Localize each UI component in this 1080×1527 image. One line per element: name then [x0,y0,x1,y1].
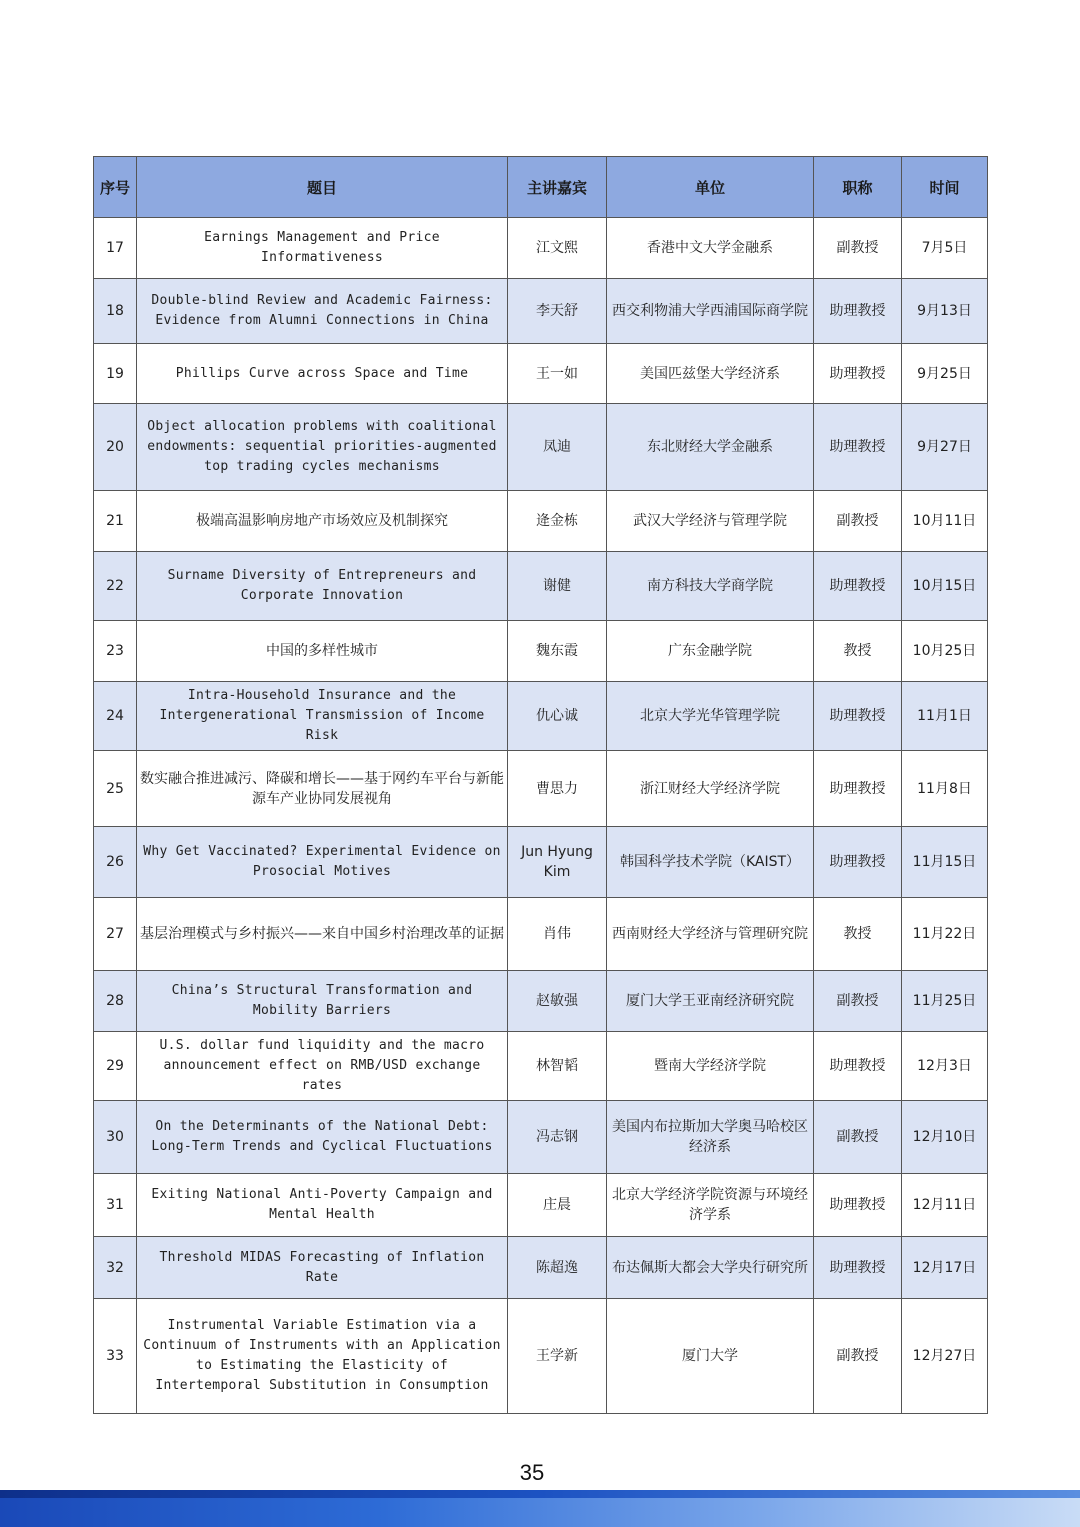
cell-date: 10月11日 [902,491,988,552]
cell-position: 助理教授 [814,404,902,491]
cell-speaker: 陈超逸 [508,1237,607,1299]
cell-date: 11月25日 [902,971,988,1032]
header-speaker: 主讲嘉宾 [508,157,607,218]
cell-title: Why Get Vaccinated? Experimental Evidence on Prosocial Motives [137,827,508,898]
cell-index: 20 [94,404,137,491]
cell-index: 27 [94,898,137,971]
cell-position: 助理教授 [814,1237,902,1299]
cell-position: 副教授 [814,1101,902,1174]
table-row [94,751,988,827]
cell-speaker: 凤迪 [508,404,607,491]
cell-date: 12月17日 [902,1237,988,1299]
cell-index: 30 [94,1101,137,1174]
cell-position: 助理教授 [814,682,902,751]
table-header-row [94,157,988,218]
cell-date: 12月27日 [902,1299,988,1414]
table-row [94,1299,988,1414]
table-row [94,218,988,279]
cell-affiliation: 厦门大学王亚南经济研究院 [607,971,814,1032]
cell-position: 助理教授 [814,1032,902,1101]
cell-date: 7月5日 [902,218,988,279]
cell-speaker: 王一如 [508,344,607,404]
table-row [94,404,988,491]
cell-title: On the Determinants of the National Debt: Long-Term Trends and Cyclical Fluctuations [137,1101,508,1174]
table-row [94,971,988,1032]
table-row [94,682,988,751]
seminar-schedule-table [93,156,988,1414]
cell-position: 副教授 [814,491,902,552]
footer-decorative-band [0,1490,1080,1527]
cell-affiliation: 厦门大学 [607,1299,814,1414]
table-row [94,898,988,971]
cell-index: 31 [94,1174,137,1237]
cell-affiliation: 布达佩斯大都会大学央行研究所 [607,1237,814,1299]
cell-title: 中国的多样性城市 [137,621,508,682]
cell-affiliation: 南方科技大学商学院 [607,552,814,621]
cell-speaker: 魏东霞 [508,621,607,682]
cell-index: 17 [94,218,137,279]
cell-title: China’s Structural Transformation and Mobility Barriers [137,971,508,1032]
cell-speaker: 李天舒 [508,279,607,344]
cell-title: Instrumental Variable Estimation via a Continuum of Instruments with an Application to Estimating the Elasticity of Intertemporal Substitution in Consumption [137,1299,508,1414]
cell-date: 12月3日 [902,1032,988,1101]
cell-index: 22 [94,552,137,621]
cell-index: 25 [94,751,137,827]
cell-speaker: 谢健 [508,552,607,621]
cell-date: 12月10日 [902,1101,988,1174]
cell-title: Threshold MIDAS Forecasting of Inflation Rate [137,1237,508,1299]
cell-position: 副教授 [814,218,902,279]
cell-affiliation: 北京大学光华管理学院 [607,682,814,751]
cell-position: 副教授 [814,1299,902,1414]
cell-speaker: 赵敏强 [508,971,607,1032]
header-position: 职称 [814,157,902,218]
cell-index: 33 [94,1299,137,1414]
cell-index: 29 [94,1032,137,1101]
header-date: 时间 [902,157,988,218]
table-row [94,552,988,621]
cell-speaker: 林智韬 [508,1032,607,1101]
page-number: 35 [519,1460,545,1485]
cell-date: 11月1日 [902,682,988,751]
cell-date: 9月27日 [902,404,988,491]
cell-title: Exiting National Anti-Poverty Campaign and Mental Health [137,1174,508,1237]
cell-speaker: Jun Hyung Kim [508,827,607,898]
cell-date: 10月25日 [902,621,988,682]
cell-position: 助理教授 [814,552,902,621]
cell-index: 32 [94,1237,137,1299]
cell-affiliation: 浙江财经大学经济学院 [607,751,814,827]
header-affiliation: 单位 [607,157,814,218]
cell-title: Intra-Household Insurance and the Intergenerational Transmission of Income Risk [137,682,508,751]
cell-index: 24 [94,682,137,751]
cell-position: 助理教授 [814,344,902,404]
cell-date: 12月11日 [902,1174,988,1237]
cell-affiliation: 香港中文大学金融系 [607,218,814,279]
cell-date: 11月22日 [902,898,988,971]
header-title: 题目 [137,157,508,218]
table-row [94,621,988,682]
cell-affiliation: 美国匹兹堡大学经济系 [607,344,814,404]
cell-speaker: 曹思力 [508,751,607,827]
cell-position: 助理教授 [814,279,902,344]
cell-index: 28 [94,971,137,1032]
table-row [94,279,988,344]
cell-speaker: 肖伟 [508,898,607,971]
table-row [94,1237,988,1299]
cell-position: 助理教授 [814,751,902,827]
cell-position: 教授 [814,621,902,682]
table-row [94,344,988,404]
cell-index: 19 [94,344,137,404]
cell-affiliation: 暨南大学经济学院 [607,1032,814,1101]
cell-title: U.S. dollar fund liquidity and the macro announcement effect on RMB/USD exchange rates [137,1032,508,1101]
cell-speaker: 冯志钢 [508,1101,607,1174]
table-row [94,1174,988,1237]
cell-speaker: 逄金栋 [508,491,607,552]
cell-index: 26 [94,827,137,898]
cell-speaker: 庄晨 [508,1174,607,1237]
cell-date: 9月25日 [902,344,988,404]
cell-title: Double-blind Review and Academic Fairness: Evidence from Alumni Connections in China [137,279,508,344]
cell-speaker: 仇心诚 [508,682,607,751]
cell-index: 21 [94,491,137,552]
cell-position: 助理教授 [814,1174,902,1237]
cell-affiliation: 韩国科学技术学院（KAIST） [607,827,814,898]
cell-title: 数实融合推进减污、降碳和增长——基于网约车平台与新能源车产业协同发展视角 [137,751,508,827]
cell-affiliation: 西交利物浦大学西浦国际商学院 [607,279,814,344]
cell-title: Object allocation problems with coalitional endowments: sequential priorities-augmented top trading cycles mechanisms [137,404,508,491]
cell-title: Surname Diversity of Entrepreneurs and Corporate Innovation [137,552,508,621]
cell-affiliation: 美国内布拉斯加大学奥马哈校区经济系 [607,1101,814,1174]
table-row [94,1101,988,1174]
cell-index: 18 [94,279,137,344]
cell-affiliation: 武汉大学经济与管理学院 [607,491,814,552]
header-index: 序号 [94,157,137,218]
cell-position: 教授 [814,898,902,971]
table-row [94,491,988,552]
cell-speaker: 江文熙 [508,218,607,279]
cell-date: 9月13日 [902,279,988,344]
table-row [94,1032,988,1101]
cell-position: 助理教授 [814,827,902,898]
cell-title: 极端高温影响房地产市场效应及机制探究 [137,491,508,552]
cell-date: 11月15日 [902,827,988,898]
cell-title: Phillips Curve across Space and Time [137,344,508,404]
cell-affiliation: 北京大学经济学院资源与环境经济学系 [607,1174,814,1237]
cell-position: 副教授 [814,971,902,1032]
cell-affiliation: 东北财经大学金融系 [607,404,814,491]
cell-title: 基层治理模式与乡村振兴——来自中国乡村治理改革的证据 [137,898,508,971]
cell-speaker: 王学新 [508,1299,607,1414]
cell-affiliation: 西南财经大学经济与管理研究院 [607,898,814,971]
cell-affiliation: 广东金融学院 [607,621,814,682]
cell-date: 11月8日 [902,751,988,827]
cell-index: 23 [94,621,137,682]
cell-date: 10月15日 [902,552,988,621]
table-row [94,827,988,898]
cell-title: Earnings Management and Price Informativeness [137,218,508,279]
